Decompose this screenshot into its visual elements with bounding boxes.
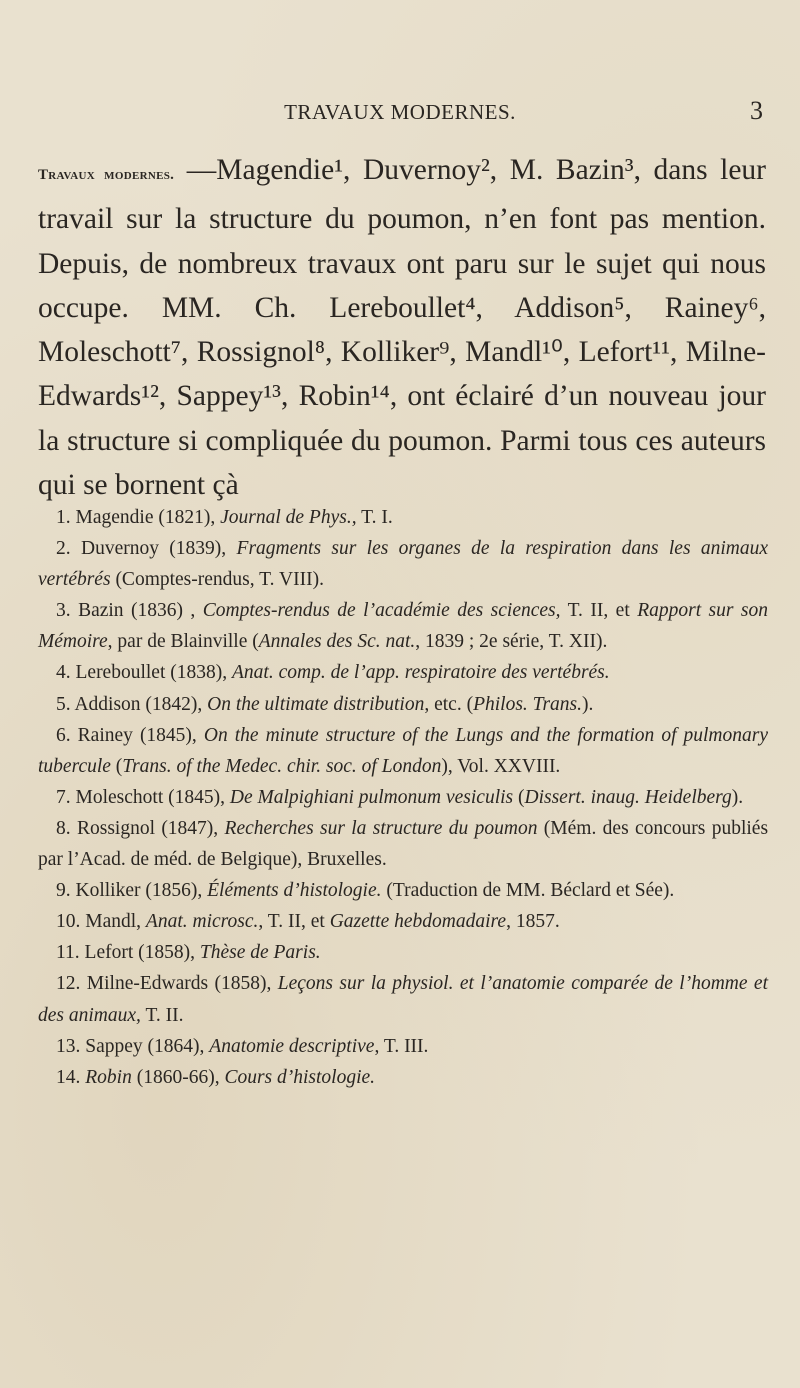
footnote: 12. Milne-Edwards (1858), Leçons sur la physiol. et l’anatomie comparée de l’homme et des animaux, T. II. <box>38 973 769 1026</box>
body-text: —Magendie¹, Duvernoy², M. Bazin³, dans leur travail sur la structure du poumon, n’en font pas mention. Depuis, de nombreux travaux ont paru sur le sujet qui nous occupe. MM. Ch. Lereboullet⁴, Addison⁵, Rainey⁶, Moleschott⁷, Rossignol⁸, Kolliker⁹, Mandl¹⁰, Lefort¹¹, Milne-Edwards¹², Sappey¹³, Robin¹⁴, ont éclairé d’un nouveau jour la structure si compliquée du poumon. Parmi tous ces auteurs qui se bornent çà <box>38 154 766 502</box>
footnote: 10. Mandl, Anat. microsc., T. II, et Gazette hebdomadaire, 1857. <box>56 911 560 933</box>
footnote: 13. Sappey (1864), Anatomie descriptive, T. III. <box>56 1035 429 1057</box>
footnote: 8. Rossignol (1847), Recherches sur la structure du poumon (Mém. des concours publiés par l’Acad. de méd. de Belgique), Bruxelles. <box>38 817 769 871</box>
body-paragraph <box>38 148 766 507</box>
footnote: 4. Lereboullet (1838), Anat. comp. de l’app. respiratoire des vertébrés. <box>56 662 610 684</box>
footnote: 3. Bazin (1836) , Comptes-rendus de l’académie des sciences, T. II, et Rapport sur son Mémoire, par de Blainville (Annales des Sc. nat., 1839 ; 2e série, T. XII). <box>38 600 769 653</box>
footnote: 6. Rainey (1845), On the minute structure of the Lungs and the formation of pulmonary tubercule (Trans. of the Medec. chir. soc. of London), Vol. XXVIII. <box>38 724 769 777</box>
running-title: TRAVAUX MODERNES. <box>284 100 516 124</box>
footnote: 1. Magendie (1821), Journal de Phys., T. I. <box>56 507 393 528</box>
page-number: 3 <box>750 96 763 125</box>
page-header <box>0 96 800 140</box>
footnote: 9. Kolliker (1856), Éléments d’histologie. (Traduction de MM. Béclard et Sée). <box>56 880 675 902</box>
footnote: 2. Duvernoy (1839), Fragments sur les organes de la respiration dans les animaux vertébrés (Comptes-rendus, T. VIII). <box>38 538 769 591</box>
footnote: 14. Robin (1860-66), Cours d’histologie. <box>56 1066 376 1088</box>
footnotes <box>38 502 768 1093</box>
footnote: 5. Addison (1842), On the ultimate distribution, etc. (Philos. Trans.). <box>56 693 594 715</box>
footnote: 11. Lefort (1858), Thèse de Paris. <box>56 942 321 964</box>
lead-in-heading: Travaux modernes. <box>38 167 175 183</box>
footnote: 7. Moleschott (1845), De Malpighiani pulmonum vesiculis (Dissert. inaug. Heidelberg). <box>56 786 744 808</box>
